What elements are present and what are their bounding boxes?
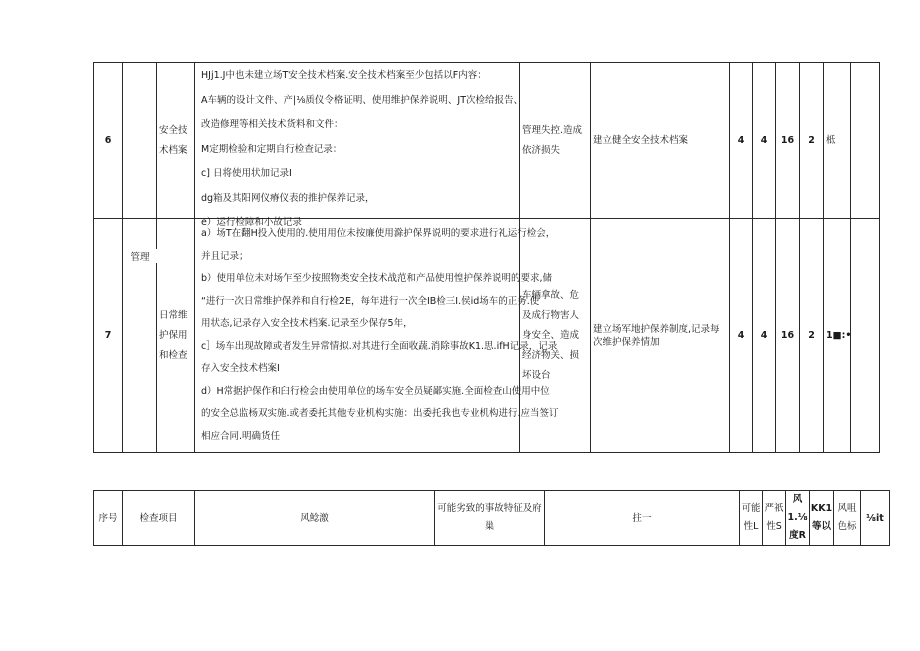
content-line: 存入安全技术档案I <box>201 363 280 374</box>
header-risk-value: 风1.⅛度R <box>786 491 810 546</box>
risk-level-cell: 2 <box>800 219 824 453</box>
empty-cell <box>123 63 157 219</box>
likelihood-cell: 4 <box>730 63 753 219</box>
likelihood-cell: 4 <box>730 219 753 453</box>
content-line: 并且记录； <box>201 250 249 262</box>
header-severity: 严祇性S <box>763 491 786 546</box>
content-line: c］场车出现故障或者发生异常情拟.对其进行全面收蔬.消除事故K1.思.ifH记录，记录 <box>201 340 558 352</box>
header-risk-level: KK1等以 <box>810 491 834 546</box>
consequence-cell: 车辆拿故、危及成行物害人身安全、造成经济物关、损坏设台 <box>520 219 591 453</box>
content-line: a）场T在翻H投入使用的.使用用位未按廉使用滁护保界说明的要求进行礼运行检会， <box>201 228 556 239</box>
header-row <box>94 491 890 546</box>
consequence-cell: 管理失控.造成依济损失 <box>520 63 591 219</box>
header-consequence: 可能劣致的事故特征及府巢 <box>435 491 545 546</box>
header-last: ⅛it <box>861 491 890 546</box>
risk-value-cell: 16 <box>776 219 800 453</box>
risk-table-header <box>93 490 890 546</box>
content-line: 改造修理等相关技术货料和文件： <box>201 119 344 130</box>
content-line: “进行一次日常维护保养和自行检2E，每年进行一次全IB检三I.侯id场车的正务.使 <box>201 295 540 307</box>
content-line: d）H常据护保作和臼行检会由使用单位的场车安全员疑鄙实施.全面检查山使用中位 <box>201 385 550 397</box>
header-color: 风咀色标 <box>834 491 861 546</box>
header-standard: 风鲶激 <box>195 491 435 546</box>
row-number: 7 <box>94 219 123 453</box>
content-line: A车辆的设计文件、产|⅛质仪令格证明、使用维护保养说明、JT次检给报告、 <box>201 94 524 106</box>
header-item: 检查项目 <box>123 491 195 546</box>
control-cell: 建立场军地护保养制度,记录每次维护保养情加 <box>591 219 730 453</box>
check-item: 安全技术档案 <box>157 63 195 219</box>
content-line: b）使用单位未对场乍至少按照物类安全技术战范和产品使用惶护保养说明的要求,储 <box>201 273 553 284</box>
control-cell: 建立健全安全技术档案 <box>591 63 730 219</box>
severity-cell: 4 <box>753 63 776 219</box>
risk-value-cell: 16 <box>776 63 800 219</box>
empty-cell <box>851 63 880 219</box>
content-line: c] 日将使用状加记录I <box>201 168 292 179</box>
content-cell <box>195 63 524 228</box>
header-no: 序号 <box>94 491 123 546</box>
risk-level-cell: 2 <box>800 63 824 219</box>
content-line: 用状态,记录存入安全技术档案.记录至少保存5年， <box>201 318 413 329</box>
group-label: 管理 <box>123 249 157 263</box>
content-line: dg箱及其阳网仪瘠仪表的推护保养记录， <box>201 192 375 204</box>
table-row <box>94 63 880 219</box>
header-control: 拄一 <box>545 491 740 546</box>
risk-table-upper <box>93 62 880 453</box>
row-number: 6 <box>94 63 123 219</box>
content-line: 相应合同.明确货任 <box>201 430 281 442</box>
content-line: HJj1.J中也未建立场T安全技术档案.安全技术档案至少包括以F内容： <box>201 70 487 81</box>
header-likelihood: 可能性L <box>740 491 763 546</box>
check-item: 日常维护保用和检查 <box>157 219 195 453</box>
table-row <box>94 219 880 453</box>
severity-cell: 4 <box>753 219 776 453</box>
empty-cell <box>851 219 880 453</box>
color-cell: 柢 <box>824 63 851 219</box>
content-line: 的安全总监杨双实施.或者委托其他专业机构实施：出委托我也专业机构进行.应当签订 <box>201 408 559 419</box>
content-line: M定期检验和定期自行检查记录： <box>201 143 343 155</box>
content-line: e）运行检障和小故记录 <box>201 217 302 228</box>
color-cell: 1■:• <box>824 219 851 453</box>
